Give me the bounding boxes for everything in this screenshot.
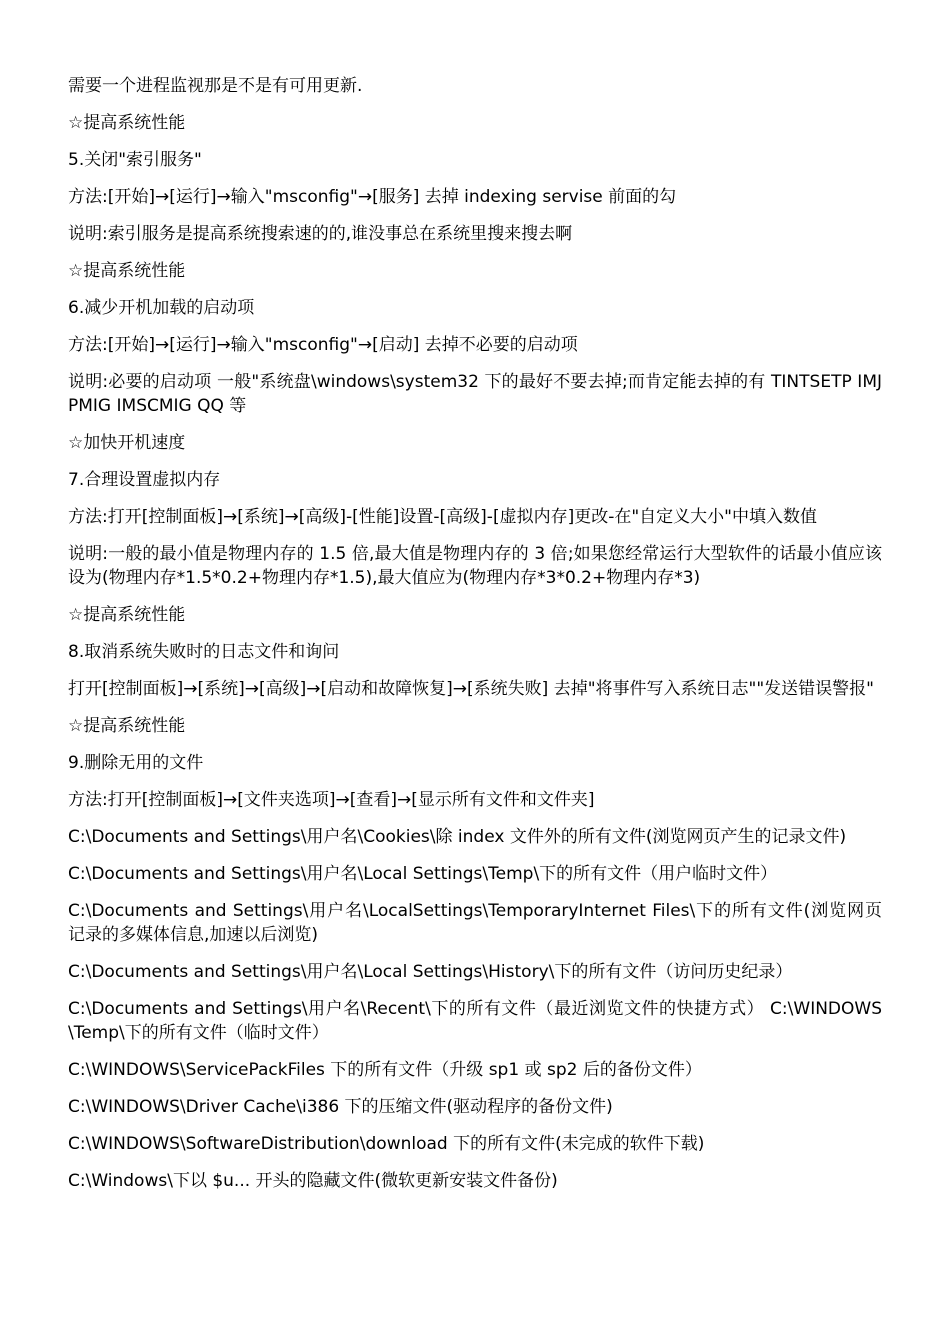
path-local-temp: C:\Documents and Settings\用户名\Local Settings\Temp\下的所有文件（用户临时文件） [68,864,778,884]
section-label-performance: ☆提高系统性能 [68,113,186,133]
tip-8-method: 打开[控制面板]→[系统]→[高级]→[启动和故障恢复]→[系统失败] 去掉"将事件写入系统日志""发送错误警报" [68,679,874,699]
path-driver-cache: C:\WINDOWS\Driver Cache\i386 下的压缩文件(驱动程序的备份文件) [68,1097,613,1117]
tip-8-title: 8.取消系统失败时的日志文件和询问 [68,642,340,662]
tip-5-title: 5.关闭"索引服务" [68,150,202,170]
tip-6-note: 说明:必要的启动项 一般"系统盘\windows\system32 下的最好不要去掉;而肯定能去掉的有 TINTSETP IMJPMIG IMSCMIG QQ 等 [68,372,882,416]
tip-9-title: 9.删除无用的文件 [68,753,204,773]
tip-7-method: 方法:打开[控制面板]→[系统]→[高级]-[性能]设置-[高级]-[虚拟内存]更改-在"自定义大小"中填入数值 [68,507,817,527]
tip-7-title: 7.合理设置虚拟内存 [68,470,221,490]
document-page [68,74,882,1206]
path-recent-and-windows-temp: C:\Documents and Settings\用户名\Recent\下的所有文件（最近浏览文件的快捷方式） C:\WINDOWS\Temp\下的所有文件（临时文件） [68,999,882,1043]
path-history: C:\Documents and Settings\用户名\Local Settings\History\下的所有文件（访问历史纪录） [68,962,793,982]
path-service-pack-files: C:\WINDOWS\ServicePackFiles 下的所有文件（升级 sp1 或 sp2 后的备份文件） [68,1060,702,1080]
section-label-performance: ☆提高系统性能 [68,261,186,281]
section-label-performance: ☆提高系统性能 [68,605,186,625]
path-software-distribution: C:\WINDOWS\SoftwareDistribution\download 下的所有文件(未完成的软件下载) [68,1134,705,1154]
section-label-boot-speed: ☆加快开机速度 [68,433,186,453]
path-cookies: C:\Documents and Settings\用户名\Cookies\除 index 文件外的所有文件(浏览网页产生的记录文件) [68,827,847,847]
tip-7-note: 说明:一般的最小值是物理内存的 1.5 倍,最大值是物理内存的 3 倍;如果您经常运行大型软件的话最小值应该设为(物理内存*1.5*0.2+物理内存*1.5),最大值应为(物理内存*3*0.2+物理内存*3) [68,544,882,588]
path-temporary-internet-files: C:\Documents and Settings\用户名\LocalSettings\TemporaryInternet Files\下的所有文件(浏览网页记录的多媒体信息,加速以后浏览) [68,901,882,945]
tip-6-method: 方法:[开始]→[运行]→输入"msconfig"→[启动] 去掉不必要的启动项 [68,335,578,355]
path-update-backups: C:\Windows\下以 $u... 开头的隐藏文件(微软更新安装文件备份) [68,1171,558,1191]
tip-6-title: 6.减少开机加载的启动项 [68,298,255,318]
tip-5-method: 方法:[开始]→[运行]→输入"msconfig"→[服务] 去掉 indexing servise 前面的勾 [68,187,677,207]
section-label-performance: ☆提高系统性能 [68,716,186,736]
tip-9-method: 方法:打开[控制面板]→[文件夹选项]→[查看]→[显示所有文件和文件夹] [68,790,595,810]
intro-line: 需要一个进程监视那是不是有可用更新. [68,76,363,96]
tip-5-note: 说明:索引服务是提高系统搜索速的的,谁没事总在系统里搜来搜去啊 [68,224,573,244]
